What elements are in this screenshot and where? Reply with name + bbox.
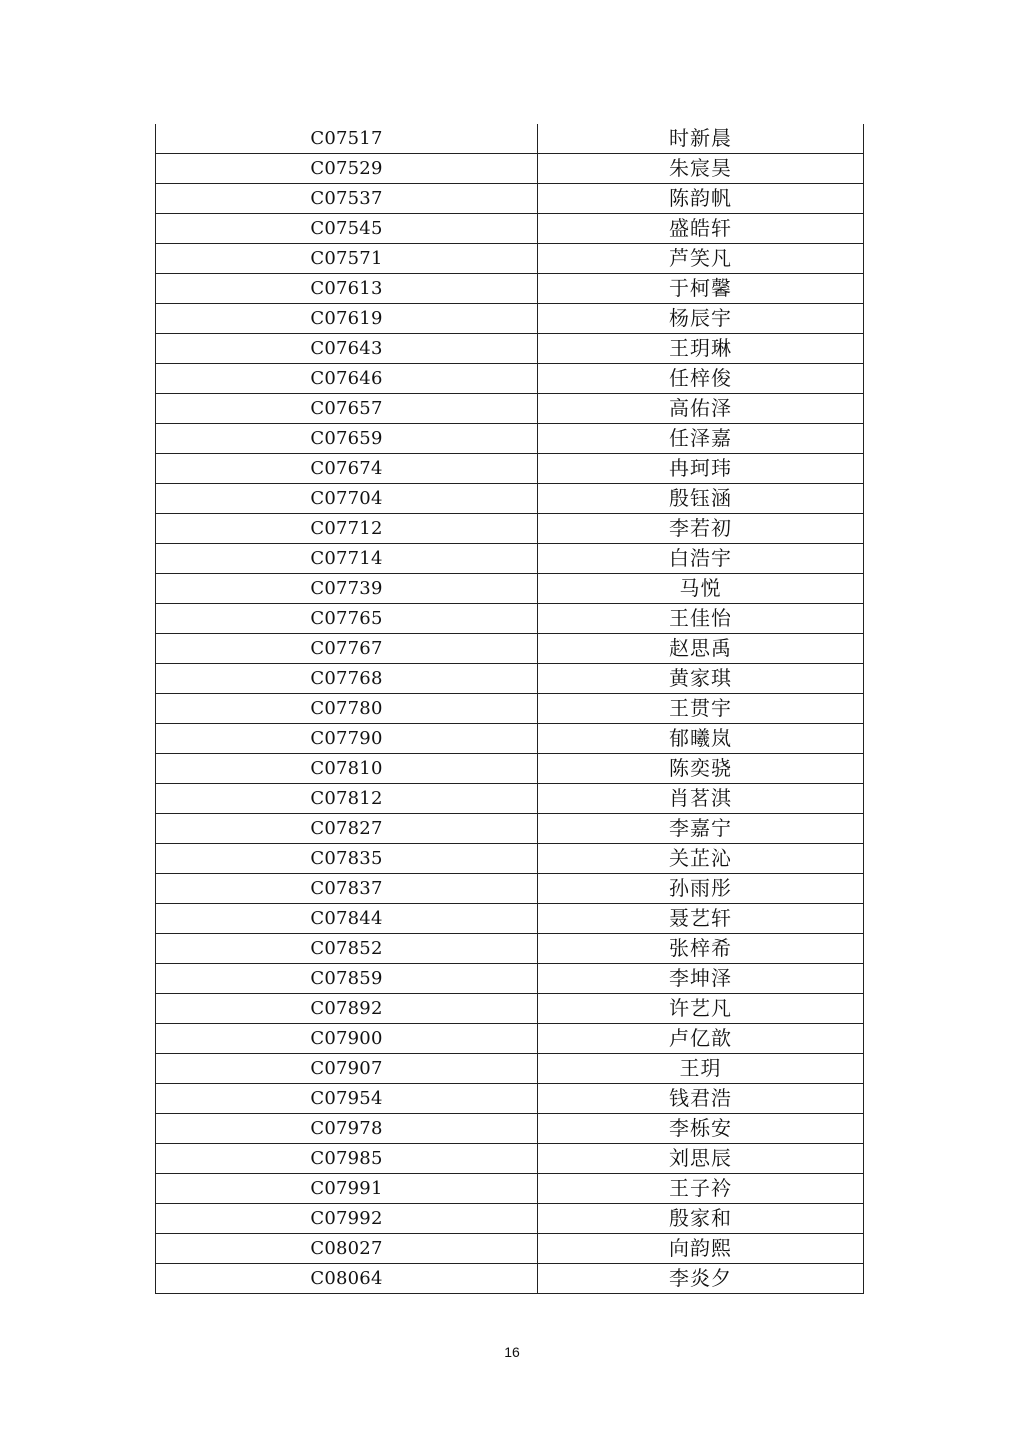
student-name-cell: 陈奕骁: [538, 754, 864, 784]
student-name-cell: 李炎夕: [538, 1264, 864, 1294]
table-row: [156, 1084, 864, 1114]
student-id-cell: C07643: [156, 334, 538, 364]
table-row: [156, 904, 864, 934]
student-id-cell: C07714: [156, 544, 538, 574]
student-id-cell: C07812: [156, 784, 538, 814]
student-id-cell: C07991: [156, 1174, 538, 1204]
student-id-cell: C07765: [156, 604, 538, 634]
student-name-cell: 高佑泽: [538, 394, 864, 424]
table-row: [156, 1114, 864, 1144]
student-name-cell: 于柯馨: [538, 274, 864, 304]
student-name-cell: 王子衿: [538, 1174, 864, 1204]
student-name-cell: 郁曦岚: [538, 724, 864, 754]
student-id-cell: C07780: [156, 694, 538, 724]
student-name-cell: 任泽嘉: [538, 424, 864, 454]
table-row: [156, 424, 864, 454]
table-row: [156, 1204, 864, 1234]
table-row: [156, 334, 864, 364]
student-id-cell: C07529: [156, 154, 538, 184]
student-id-cell: C07852: [156, 934, 538, 964]
student-name-cell: 盛皓轩: [538, 214, 864, 244]
student-name-cell: 马悦: [538, 574, 864, 604]
student-name-cell: 刘思辰: [538, 1144, 864, 1174]
table-row: [156, 124, 864, 154]
table-row: [156, 934, 864, 964]
student-id-cell: C07859: [156, 964, 538, 994]
student-id-cell: C07674: [156, 454, 538, 484]
table-row: [156, 544, 864, 574]
table-row: [156, 814, 864, 844]
student-id-cell: C07537: [156, 184, 538, 214]
table-row: [156, 994, 864, 1024]
table-row: [156, 514, 864, 544]
table-row: [156, 694, 864, 724]
student-name-cell: 时新晨: [538, 124, 864, 154]
student-name-cell: 芦笑凡: [538, 244, 864, 274]
student-name-cell: 黄家琪: [538, 664, 864, 694]
table-row: [156, 964, 864, 994]
student-id-cell: C07978: [156, 1114, 538, 1144]
student-id-cell: C07992: [156, 1204, 538, 1234]
table-row: [156, 184, 864, 214]
student-id-cell: C07613: [156, 274, 538, 304]
student-name-cell: 李若初: [538, 514, 864, 544]
table-row: [156, 214, 864, 244]
student-name-cell: 朱宸昊: [538, 154, 864, 184]
table-row: [156, 664, 864, 694]
student-id-cell: C07704: [156, 484, 538, 514]
student-name-cell: 钱君浩: [538, 1084, 864, 1114]
table-row: [156, 1174, 864, 1204]
student-name-cell: 关芷沁: [538, 844, 864, 874]
student-name-cell: 王佳怡: [538, 604, 864, 634]
roster-table: [155, 124, 864, 1294]
table-row: [156, 244, 864, 274]
student-id-cell: C07712: [156, 514, 538, 544]
table-row: [156, 274, 864, 304]
table-row: [156, 484, 864, 514]
student-name-cell: 王玥: [538, 1054, 864, 1084]
table-row: [156, 874, 864, 904]
student-id-cell: C08027: [156, 1234, 538, 1264]
student-id-cell: C07907: [156, 1054, 538, 1084]
student-id-cell: C07571: [156, 244, 538, 274]
student-id-cell: C07739: [156, 574, 538, 604]
student-id-cell: C08064: [156, 1264, 538, 1294]
table-row: [156, 724, 864, 754]
table-row: [156, 844, 864, 874]
table-row: [156, 1054, 864, 1084]
table-row: [156, 1264, 864, 1294]
student-name-cell: 王玥琳: [538, 334, 864, 364]
student-id-cell: C07892: [156, 994, 538, 1024]
table-row: [156, 634, 864, 664]
table-row: [156, 604, 864, 634]
table-row: [156, 784, 864, 814]
student-name-cell: 任梓俊: [538, 364, 864, 394]
student-id-cell: C07790: [156, 724, 538, 754]
student-id-cell: C07954: [156, 1084, 538, 1114]
student-id-cell: C07827: [156, 814, 538, 844]
student-id-cell: C07835: [156, 844, 538, 874]
student-id-cell: C07767: [156, 634, 538, 664]
student-id-cell: C07659: [156, 424, 538, 454]
student-name-cell: 卢亿歆: [538, 1024, 864, 1054]
student-name-cell: 王贯宇: [538, 694, 864, 724]
student-name-cell: 李坤泽: [538, 964, 864, 994]
student-name-cell: 向韵熙: [538, 1234, 864, 1264]
student-name-cell: 冉珂玮: [538, 454, 864, 484]
table-row: [156, 1144, 864, 1174]
student-id-cell: C07837: [156, 874, 538, 904]
student-id-cell: C07844: [156, 904, 538, 934]
student-name-cell: 殷钰涵: [538, 484, 864, 514]
table-row: [156, 574, 864, 604]
page-number: 16: [504, 1344, 520, 1360]
student-name-cell: 殷家和: [538, 1204, 864, 1234]
student-name-cell: 张梓希: [538, 934, 864, 964]
student-name-cell: 陈韵帆: [538, 184, 864, 214]
student-id-cell: C07810: [156, 754, 538, 784]
table-row: [156, 1234, 864, 1264]
student-id-cell: C07985: [156, 1144, 538, 1174]
roster-table-body: [156, 124, 864, 1294]
student-id-cell: C07768: [156, 664, 538, 694]
table-row: [156, 154, 864, 184]
student-name-cell: 孙雨彤: [538, 874, 864, 904]
table-row: [156, 304, 864, 334]
table-row: [156, 1024, 864, 1054]
student-id-cell: C07657: [156, 394, 538, 424]
student-name-cell: 杨辰宇: [538, 304, 864, 334]
table-row: [156, 454, 864, 484]
student-name-cell: 白浩宇: [538, 544, 864, 574]
table-row: [156, 394, 864, 424]
student-name-cell: 聂艺轩: [538, 904, 864, 934]
table-row: [156, 364, 864, 394]
table-row: [156, 754, 864, 784]
student-id-cell: C07517: [156, 124, 538, 154]
student-name-cell: 赵思禹: [538, 634, 864, 664]
student-name-cell: 肖茗淇: [538, 784, 864, 814]
student-id-cell: C07646: [156, 364, 538, 394]
student-id-cell: C07545: [156, 214, 538, 244]
student-id-cell: C07619: [156, 304, 538, 334]
student-name-cell: 李嘉宁: [538, 814, 864, 844]
student-name-cell: 许艺凡: [538, 994, 864, 1024]
student-id-cell: C07900: [156, 1024, 538, 1054]
student-name-cell: 李栎安: [538, 1114, 864, 1144]
